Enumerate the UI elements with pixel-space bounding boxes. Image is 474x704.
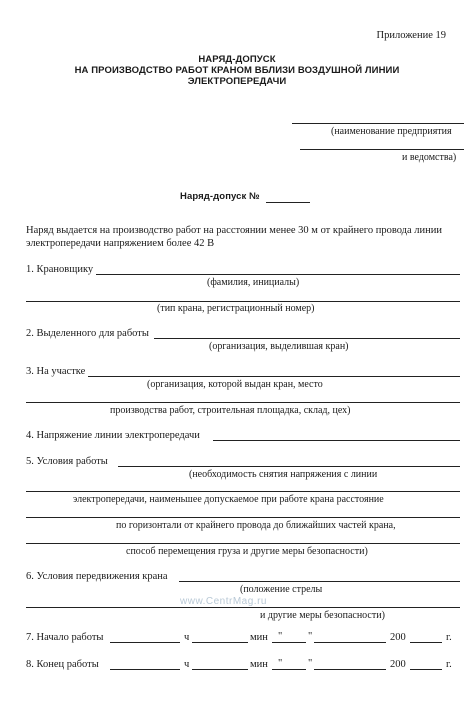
title-line-1: НАРЯД-ДОПУСК — [198, 54, 276, 65]
item-7-quote-close: " — [308, 631, 313, 642]
item-8-hours-unit: ч — [184, 659, 190, 670]
permit-number-field[interactable] — [266, 202, 310, 203]
item-7-hours-field[interactable] — [110, 642, 180, 643]
item-8-year-unit: г. — [446, 659, 452, 670]
item-3-caption-2: производства работ, строительная площадка, склад, цех) — [110, 405, 351, 416]
item-8-year-prefix: 200 — [390, 659, 406, 670]
item-5-field-4[interactable] — [26, 543, 460, 544]
title-line-2: НА ПРОИЗВОДСТВО РАБОТ КРАНОМ ВБЛИЗИ ВОЗДУШНОЙ ЛИНИИ — [74, 65, 400, 76]
item-7-minutes-unit: мин — [250, 632, 268, 643]
title-line-3: ЭЛЕКТРОПЕРЕДАЧИ — [187, 76, 287, 87]
permit-number-label: Наряд-допуск № — [180, 191, 260, 202]
item-5-caption-4: способ перемещения груза и другие меры безопасности) — [126, 546, 368, 557]
item-8-year-field[interactable] — [410, 669, 442, 670]
item-3-field-2[interactable] — [26, 402, 460, 403]
item-8-hours-field[interactable] — [110, 669, 180, 670]
item-8-minutes-unit: мин — [250, 659, 268, 670]
watermark: www.CentrMag.ru — [180, 596, 267, 607]
item-3-label: 3. На участке — [26, 366, 86, 377]
item-8-quote-open: " — [278, 658, 283, 669]
item-7-day-field[interactable] — [272, 642, 306, 643]
item-6-field-2[interactable] — [26, 607, 460, 608]
item-7-year-field[interactable] — [410, 642, 442, 643]
intro-line-1: Наряд выдается на производство работ на расстоянии менее 30 м от крайнего провода линии — [26, 225, 443, 236]
item-5-field-2[interactable] — [26, 491, 460, 492]
item-1-operator-field[interactable] — [96, 274, 460, 275]
item-3-caption-1: (организация, которой выдан кран, место — [147, 379, 323, 390]
item-5-field-3[interactable] — [26, 517, 460, 518]
item-1-label: 1. Крановщику — [26, 264, 94, 275]
item-2-caption: (организация, выделившая кран) — [209, 341, 349, 352]
item-6-label: 6. Условия передвижения крана — [26, 571, 168, 582]
item-4-field[interactable] — [213, 440, 460, 441]
item-3-field-1[interactable] — [88, 376, 460, 377]
item-7-year-prefix: 200 — [390, 632, 406, 643]
item-7-month-field[interactable] — [314, 642, 386, 643]
intro-line-2: электропередачи напряжением более 42 В — [26, 238, 215, 249]
item-5-caption-1: (необходимость снятия напряжения с линии — [189, 469, 378, 480]
org-caption-2: и ведомства) — [402, 152, 457, 163]
item-6-field-1[interactable] — [179, 581, 460, 582]
item-2-label: 2. Выделенного для работы — [26, 328, 149, 339]
item-8-quote-close: " — [308, 658, 313, 669]
item-7-hours-unit: ч — [184, 632, 190, 643]
item-7-quote-open: " — [278, 631, 283, 642]
item-8-day-field[interactable] — [272, 669, 306, 670]
item-6-caption-1: (положение стрелы — [240, 584, 323, 595]
org-dept-line[interactable] — [300, 149, 464, 150]
item-1-caption-1: (фамилия, инициалы) — [207, 277, 300, 288]
item-4-label: 4. Напряжение линии электропередачи — [26, 430, 200, 441]
item-5-caption-3: по горизонтали от крайнего провода до ближайших частей крана, — [116, 520, 396, 531]
item-5-caption-2: электропередачи, наименьшее допускаемое при работе крана расстояние — [73, 494, 384, 505]
item-7-minutes-field[interactable] — [192, 642, 248, 643]
item-7-label: 7. Начало работы — [26, 632, 104, 643]
item-8-month-field[interactable] — [314, 669, 386, 670]
item-5-label: 5. Условия работы — [26, 456, 108, 467]
org-name-line[interactable] — [292, 123, 464, 124]
item-8-label: 8. Конец работы — [26, 659, 99, 670]
item-5-field-1[interactable] — [118, 466, 460, 467]
org-caption-1: (наименование предприятия — [331, 126, 452, 137]
item-7-year-unit: г. — [446, 632, 452, 643]
item-1-crane-field[interactable] — [26, 301, 460, 302]
item-6-caption-2: и другие меры безопасности) — [260, 610, 385, 621]
item-8-minutes-field[interactable] — [192, 669, 248, 670]
appendix-label: Приложение 19 — [376, 30, 446, 41]
item-1-caption-2: (тип крана, регистрационный номер) — [157, 303, 315, 314]
item-2-field[interactable] — [154, 338, 460, 339]
